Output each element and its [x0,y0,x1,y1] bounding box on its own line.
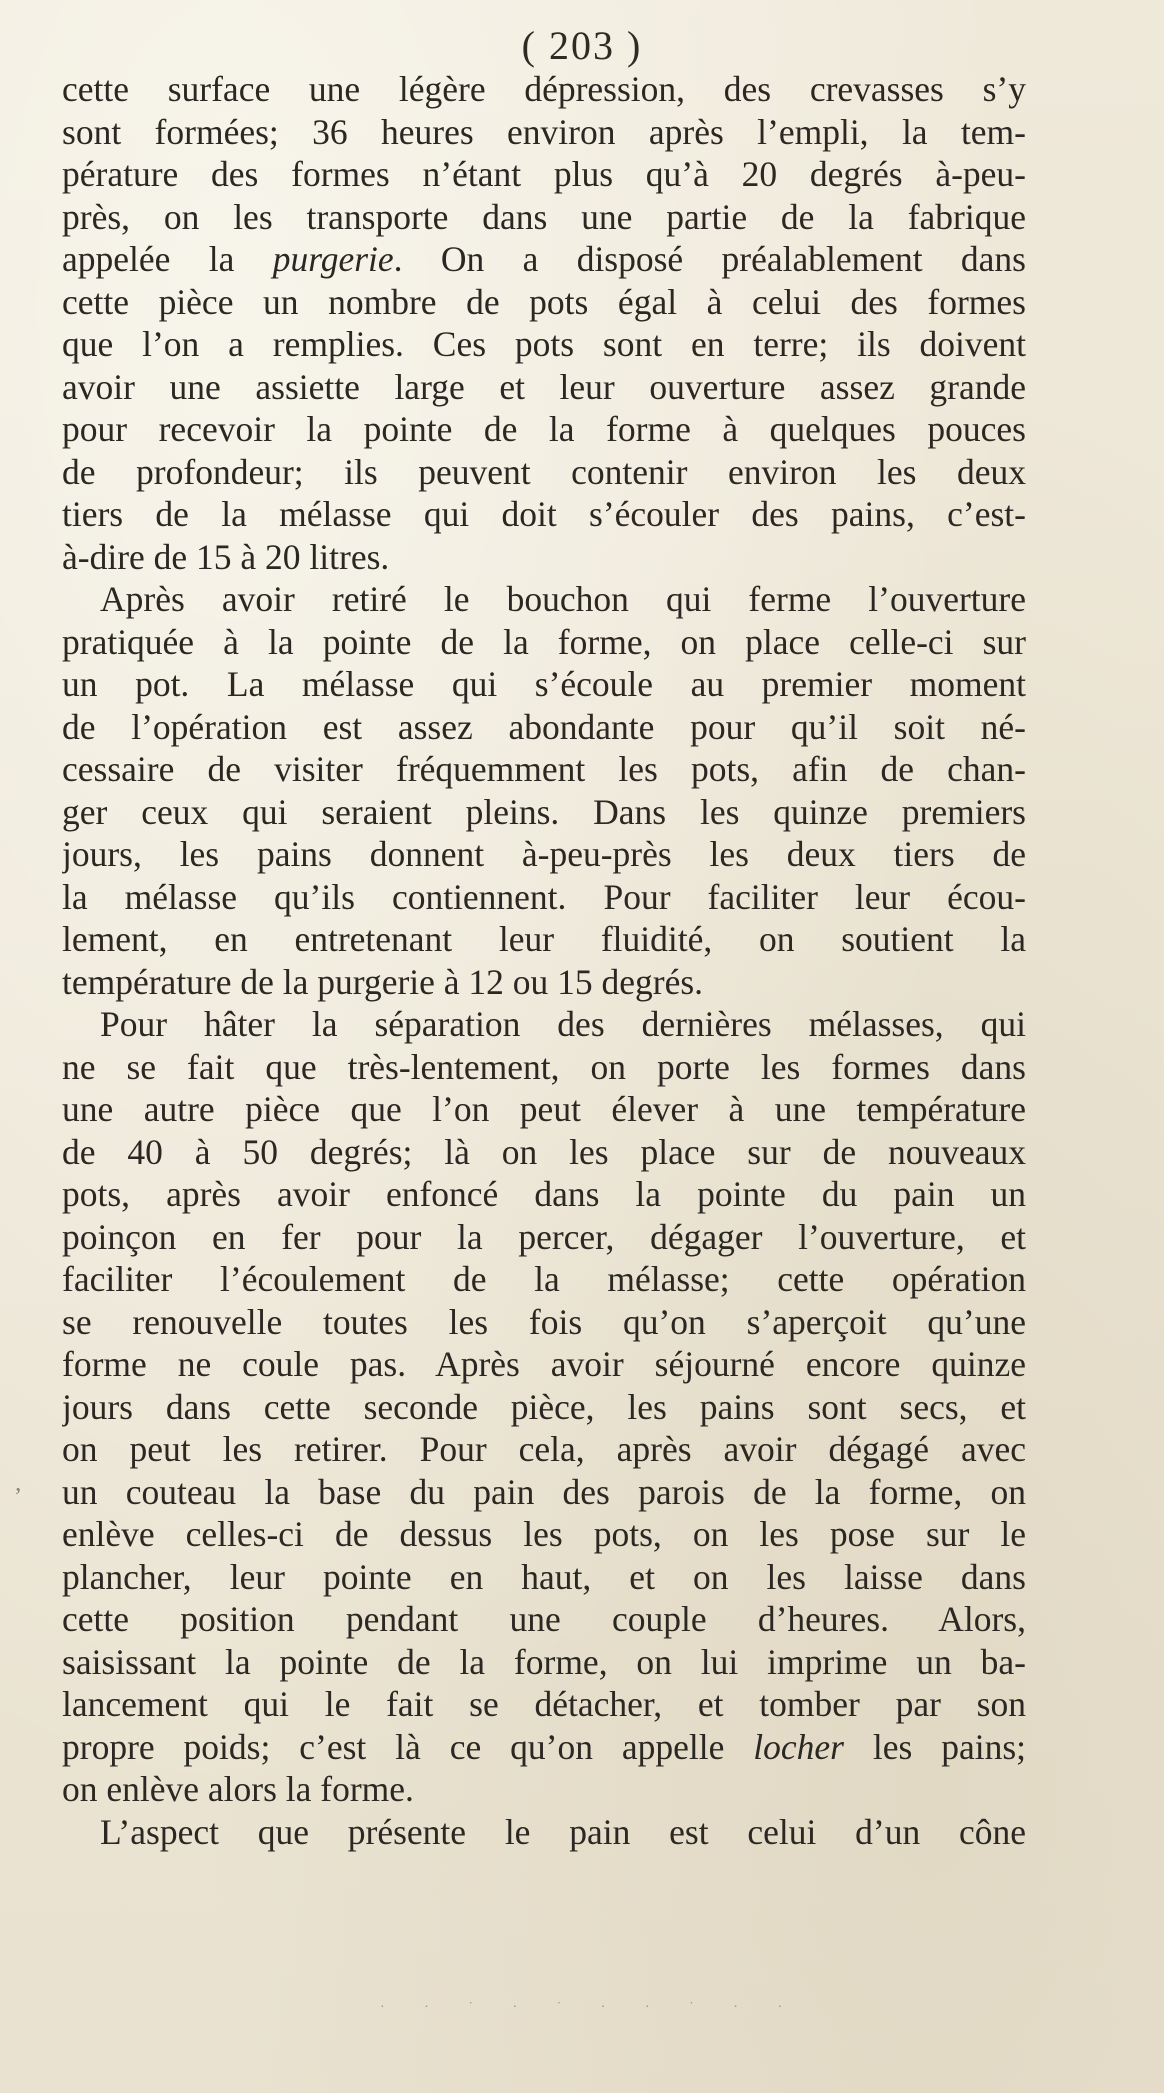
text-line: de profondeur; ils peuvent contenir environ les deux [62,451,1026,492]
text-line: jours, les pains donnent à-peu-près les deux tiers de [62,834,1026,874]
text-line: ger ceux qui seraient pleins. Dans les quinze premiers [62,791,1026,832]
text-line: à-dire de 15 à 20 litres. [62,536,390,577]
italic-term: locher [753,1726,844,1767]
text-line: sont formées; 36 heures environ après l’empli, la tem- [62,111,1026,152]
text-line: pour recevoir la pointe de la forme à quelques pouces [62,409,1026,449]
text-line: saisissant la pointe de la forme, on lui imprime un ba- [62,1641,1026,1682]
text-line: pots, après avoir enfoncé dans la pointe du pain un [62,1174,1026,1214]
text-line: cessaire de visiter fréquemment les pots, afin de chan- [62,749,1026,789]
text-line: cette surface une légère dépression, des crevasses s’y [62,69,1026,109]
text-line: enlève celles-ci de dessus les pots, on les pose sur le [62,1514,1026,1554]
text-line: un pot. La mélasse qui s’écoule au premier moment [62,664,1026,704]
text-line: on peut les retirer. Pour cela, après avoir dégagé avec [62,1429,1026,1469]
text-line: que l’on a remplies. Ces pots sont en terre; ils doivent [62,324,1026,364]
text-line: près, on les transporte dans une partie de la fabrique [62,196,1026,237]
text-line: se renouvelle toutes les fois qu’on s’aperçoit qu’une [62,1301,1026,1342]
text-line: Après avoir retiré le bouchon qui ferme l’ouverture [100,579,1026,619]
text-line: cette position pendant une couple d’heures. Alors, [62,1599,1026,1639]
text-line: tiers de la mélasse qui doit s’écouler des pains, c’est- [62,494,1026,534]
text-line: forme ne coule pas. Après avoir séjourné encore quinze [62,1344,1026,1384]
text-line: une autre pièce que l’on peut élever à une température [62,1089,1026,1129]
text-line: de 40 à 50 degrés; là on les place sur de nouveaux [62,1131,1026,1172]
page-number: ( 203 ) [521,23,643,68]
text-line: cette pièce un nombre de pots égal à celui des formes [62,281,1026,322]
body-text [62,68,1026,1853]
text-line: lement, en entretenant leur fluidité, on soutient la [62,919,1026,959]
paper-specks: · · ˙ · ˙ · · ˙ · · [380,2000,801,2015]
text-line: faciliter l’écoulement de la mélasse; cette opération [62,1259,1026,1299]
text-line: L’aspect que présente le pain est celui d’un cône [100,1811,1026,1852]
margin-mark: ’ [14,1484,22,1510]
text-line: la mélasse qu’ils contiennent. Pour faciliter leur écou- [62,876,1026,917]
text-line: température de la purgerie à 12 ou 15 degrés. [62,961,704,1002]
text-line: appelée la purgerie. On a disposé préalablement dans [62,239,1026,279]
text-line: poinçon en fer pour la percer, dégager l’ouverture, et [62,1216,1026,1257]
text-line: ne se fait que très-lentement, on porte les formes dans [62,1046,1026,1087]
text-line: propre poids; c’est là ce qu’on appelle locher les pains; [62,1726,1026,1767]
text-line: avoir une assiette large et leur ouverture assez grande [62,366,1026,407]
text-line: de l’opération est assez abondante pour qu’il soit né- [62,706,1026,747]
text-line: un couteau la base du pain des parois de la forme, on [62,1471,1026,1512]
text-line: pérature des formes n’étant plus qu’à 20 degrés à-peu- [62,154,1026,194]
text-line: jours dans cette seconde pièce, les pains sont secs, et [62,1386,1026,1427]
text-line: Pour hâter la séparation des dernières mélasses, qui [100,1004,1026,1044]
text-line: plancher, leur pointe en haut, et on les laisse dans [62,1556,1026,1597]
text-line: pratiquée à la pointe de la forme, on place celle-ci sur [62,621,1026,662]
italic-term: purgerie [272,239,394,279]
text-line: on enlève alors la forme. [62,1769,414,1809]
text-line: lancement qui le fait se détacher, et tomber par son [62,1684,1026,1724]
